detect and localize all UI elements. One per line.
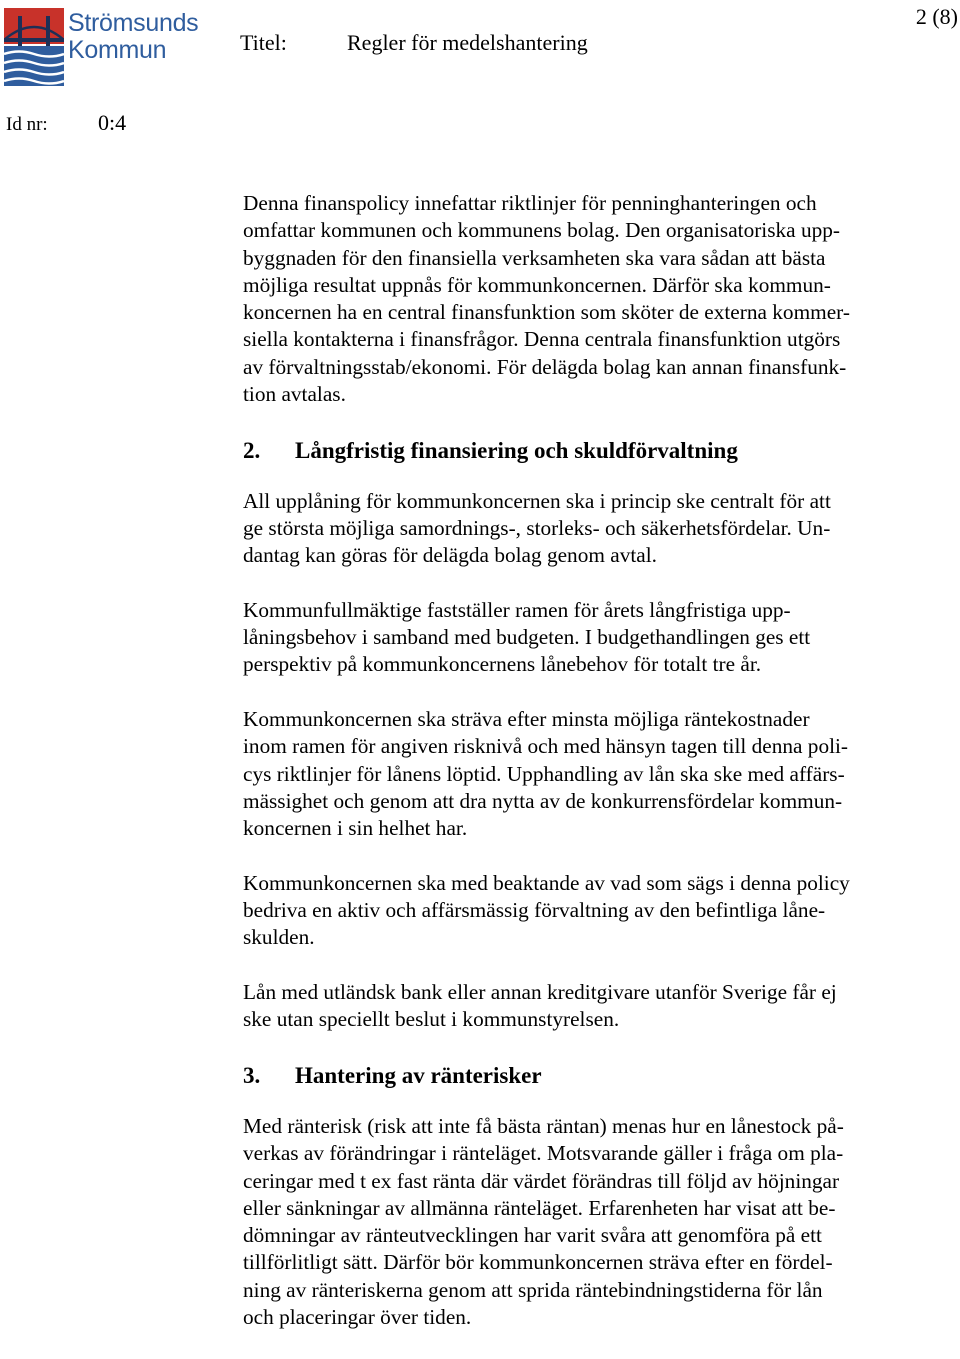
section-title: Långfristig finansiering och skuldförvaltning — [295, 437, 738, 463]
document-title: Regler för medelshantering — [347, 30, 588, 55]
text-line: Kommunkoncernen ska med beaktande av vad som sägs i denna policy — [243, 870, 850, 895]
text-line: Kommunkoncernen ska sträva efter minsta möjliga räntekostnader — [243, 707, 810, 732]
text-line: skulden. — [243, 925, 315, 950]
section-2-paragraph-2 — [243, 597, 945, 679]
section-3-heading — [243, 1061, 945, 1091]
text-line: och placeringar över tiden. — [243, 1304, 472, 1329]
text-line: Kommunfullmäktige fastställer ramen för årets långfristiga upp- — [243, 597, 791, 622]
text-line: av förvaltningsstab/ekonomi. För delägda bolag kan annan finansfunk- — [243, 354, 847, 379]
section-title: Hantering av ränterisker — [295, 1062, 542, 1088]
text-line: låningsbehov i samband med budgeten. I budgethandlingen ges ett — [243, 625, 811, 650]
text-line: bedriva en aktiv och affärsmässig förvaltning av den befintliga låne- — [243, 898, 826, 923]
text-line: omfattar kommunen och kommunens bolag. Den organisatoriska upp- — [243, 218, 840, 243]
document-body — [243, 190, 945, 1359]
text-line: koncernen i sin helhet har. — [243, 816, 468, 841]
intro-paragraph — [243, 190, 945, 408]
section-2-paragraph-3 — [243, 706, 945, 842]
section-2-paragraph-1 — [243, 488, 945, 570]
text-line: ceringar med t ex fast ränta där värdet förändras till följd av höjningar — [243, 1168, 840, 1193]
section-2-paragraph-5 — [243, 979, 945, 1034]
text-line: ske utan speciellt beslut i kommunstyrelsen. — [243, 1007, 620, 1032]
logo-line-2: Kommun — [68, 36, 167, 64]
section-number: 3. — [243, 1062, 261, 1088]
text-line: tion avtalas. — [243, 382, 346, 407]
text-line: Denna finanspolicy innefattar riktlinjer för penninghanteringen och — [243, 191, 817, 215]
text-line: cys riktlinjer för lånens löptid. Upphandling av lån ska ske med affärs- — [243, 761, 845, 786]
section-2-heading — [243, 436, 945, 466]
text-line: ge största möjliga samordnings-, storleks- och säkerhetsfördelar. Un- — [243, 515, 831, 540]
text-line: mässighet och genom att dra nytta av de konkurrensfördelar kommun- — [243, 788, 843, 813]
text-line: ning av ränteriskerna genom att sprida räntebindningstiderna för lån — [243, 1277, 823, 1302]
text-line: byggnaden för den finansiella verksamheten ska vara sådan att bästa — [243, 245, 826, 270]
section-2-paragraph-4 — [243, 870, 945, 952]
page-number: 2 (8) — [915, 4, 958, 29]
text-line: siella kontakterna i finansfrågor. Denna centrala finansfunktion utgörs — [243, 327, 841, 352]
bridge-logo-icon — [4, 8, 64, 86]
text-line: verkas av förändringar i ränteläget. Motsvarande gäller i fråga om pla- — [243, 1141, 844, 1166]
text-line: inom ramen för angiven risknivå och med hänsyn tagen till denna poli- — [243, 734, 849, 759]
section-3-paragraph-1 — [243, 1113, 945, 1331]
text-line: dantag kan göras för delägda bolag genom avtal. — [243, 543, 657, 568]
section-number: 2. — [243, 437, 261, 463]
text-line: All upplåning för kommunkoncernen ska i princip ske centralt för att — [243, 488, 831, 513]
text-line: Med ränterisk (risk att inte få bästa räntan) menas hur en lånestock på- — [243, 1113, 844, 1138]
text-line: Lån med utländsk bank eller annan kreditgivare utanför Sverige får ej — [243, 980, 837, 1005]
text-line: dömningar av ränteutvecklingen har varit svåra att genomföra på ett — [243, 1223, 822, 1248]
logo-wordmark — [68, 10, 198, 64]
text-line: perspektiv på kommunkoncernens lånebehov för totalt tre år. — [243, 652, 762, 677]
municipality-logo — [4, 6, 199, 86]
title-label: Titel: — [240, 30, 287, 55]
id-label: Id nr: — [6, 114, 48, 135]
logo-line-1: Strömsunds — [68, 9, 199, 37]
text-line: eller sänkningar av allmänna ränteläget. Erfarenheten har visat att be- — [243, 1195, 836, 1220]
text-line: koncernen ha en central finansfunktion som sköter de externa kommer- — [243, 300, 850, 325]
id-number: 0:4 — [98, 110, 127, 135]
text-line: möjliga resultat uppnås för kommunkoncernen. Därför ska kommun- — [243, 272, 831, 297]
text-line: tillförlitligt sätt. Därför bör kommunkoncernen sträva efter en fördel- — [243, 1250, 833, 1275]
